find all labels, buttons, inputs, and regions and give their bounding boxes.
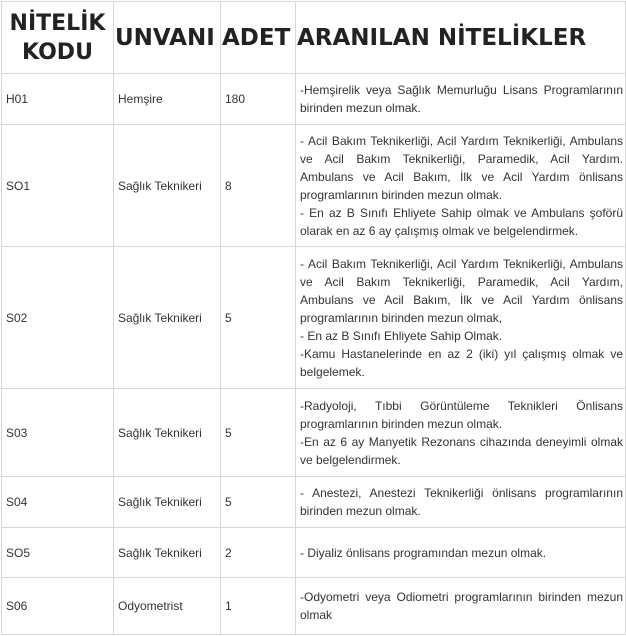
requirement-text: -Odyometri veya Odiometri programlarının birinden mezun olmak <box>300 590 623 622</box>
table-row <box>2 247 626 389</box>
requirement-text: - Anestezi, Anestezi Teknikerliği önlisans programlarının birinden mezun olmak. <box>300 486 623 518</box>
table-row <box>2 578 626 635</box>
code-cell: S03 <box>2 389 114 477</box>
title-cell: Sağlık Teknikeri <box>114 125 221 247</box>
title-cell: Sağlık Teknikeri <box>114 389 221 477</box>
code-cell: H01 <box>2 74 114 125</box>
count-cell: 5 <box>221 477 296 528</box>
code-cell: S04 <box>2 477 114 528</box>
count-cell: 5 <box>221 247 296 389</box>
title-cell: Sağlık Teknikeri <box>114 247 221 389</box>
title-cell: Odyometrist <box>114 578 221 635</box>
requirements-cell <box>296 477 626 528</box>
table-row <box>2 477 626 528</box>
count-cell: 1 <box>221 578 296 635</box>
title-cell: Hemşire <box>114 74 221 125</box>
requirements-cell <box>296 125 626 247</box>
requirement-text: - En az B Sınıfı Ehliyete Sahip Olmak. <box>300 328 503 343</box>
header-count: ADET <box>221 2 296 74</box>
header-row <box>2 2 626 74</box>
requirement-text: -En az 6 ay Manyetik Rezonans cihazında deneyimli olmak ve belgelendirmek. <box>300 434 623 467</box>
table-row <box>2 125 626 247</box>
requirement-text: - En az B Sınıfı Ehliyete Sahip olmak ve Ambulans şoförü olarak en az 6 ay çalışmış olmak ve belgelendirmek. <box>300 205 623 238</box>
requirement-text: -Kamu Hastanelerinde en az 2 (iki) yıl çalışmış olmak ve belgelemek. <box>300 346 623 379</box>
count-cell: 180 <box>221 74 296 125</box>
requirements-cell <box>296 247 626 389</box>
title-cell: Sağlık Teknikeri <box>114 528 221 578</box>
count-cell: 2 <box>221 528 296 578</box>
code-cell: S06 <box>2 578 114 635</box>
requirements-cell <box>296 528 626 578</box>
title-cell: Sağlık Teknikeri <box>114 477 221 528</box>
table-row <box>2 528 626 578</box>
table-row <box>2 389 626 477</box>
count-cell: 8 <box>221 125 296 247</box>
requirements-cell <box>296 389 626 477</box>
count-cell: 5 <box>221 389 296 477</box>
code-cell: S02 <box>2 247 114 389</box>
requirement-text: -Radyoloji, Tıbbi Görüntüleme Teknikleri Önlisans programlarının birinden mezun olmak. <box>300 398 623 431</box>
requirement-text: - Diyaliz önlisans programından mezun olmak. <box>300 545 547 560</box>
requirements-cell <box>296 74 626 125</box>
header-code-line-1: NİTELİK <box>9 10 106 36</box>
header-title: UNVANI <box>114 2 221 74</box>
code-cell: SO1 <box>2 125 114 247</box>
requirement-text: - Acil Bakım Teknikerliği, Acil Yardım Teknikerliği, Ambulans ve Acil Bakım Teknikerliği, Paramedik, Acil Yardım, Ambulans ve Acil Bakım, İlk ve Acil Yardım önlisans programlarının birinden mezun olmak, <box>300 256 623 325</box>
code-cell: SO5 <box>2 528 114 578</box>
table-row <box>2 74 626 125</box>
requirement-text: - Acil Bakım Teknikerliği, Acil Yardım Teknikerliği, Ambulans ve Acil Bakım Teknikerliği, Paramedik, Acil Yardım. Ambulans ve Acil Bakım, İlk ve Acil Yardım önlisans programlarının birinden mezun olmak. <box>300 133 623 202</box>
requirement-text: -Hemşirelik veya Sağlık Memurluğu Lisans Programlarının birinden mezun olmak. <box>300 83 623 115</box>
requirements-cell <box>296 578 626 635</box>
header-code-line-2: KODU <box>22 39 93 65</box>
qualifications-table <box>1 1 626 635</box>
header-requirements: ARANILAN NİTELİKLER <box>296 2 626 74</box>
header-code <box>2 2 114 74</box>
